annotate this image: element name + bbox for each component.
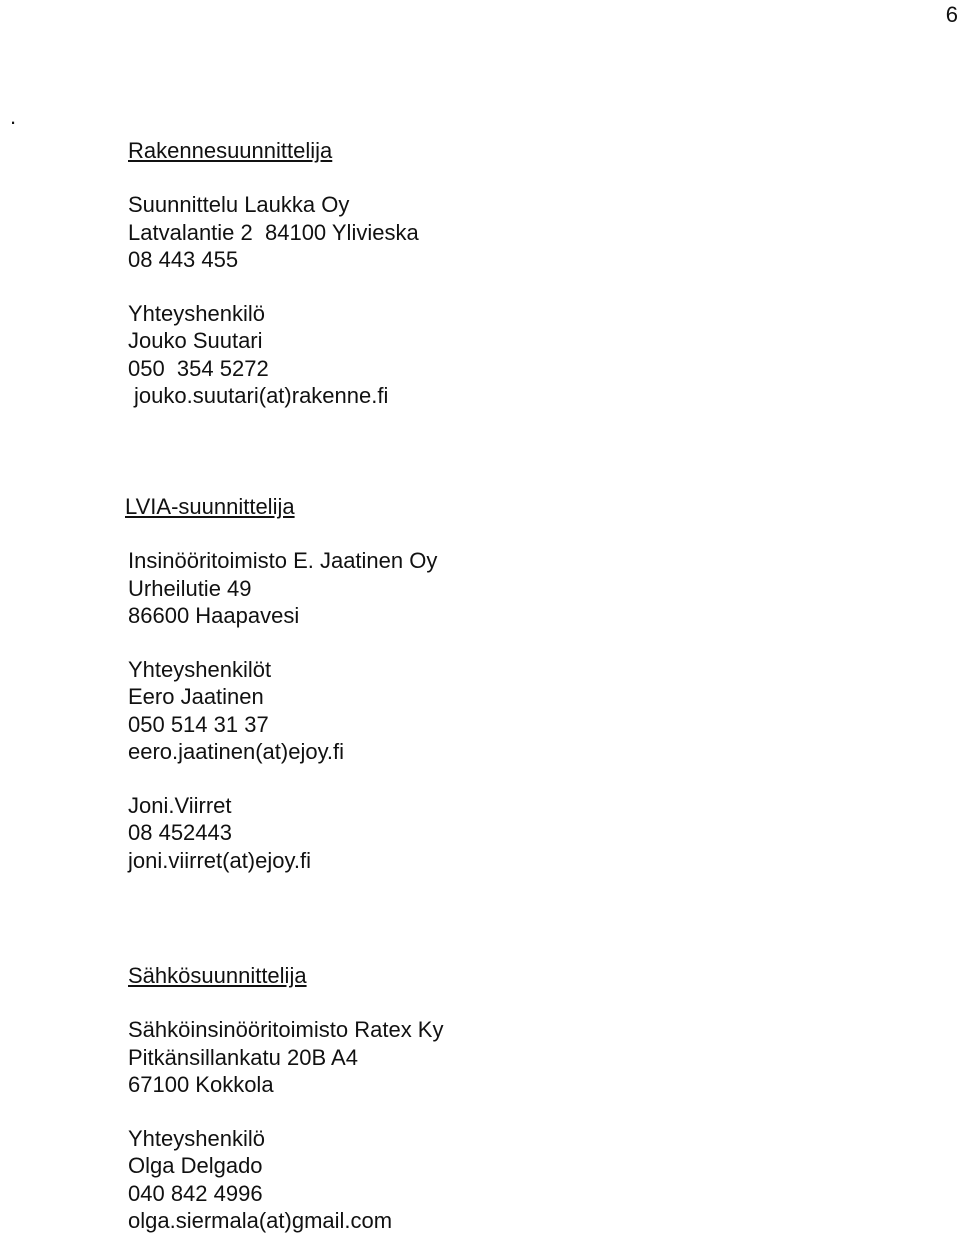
contact-email: joni.viirret(at)ejoy.fi <box>128 847 311 873</box>
contact-phone: 040 842 4996 <box>128 1180 263 1206</box>
contact-phone: 050 514 31 37 <box>128 711 269 737</box>
contact-label: Yhteyshenkilöt <box>128 657 272 683</box>
contact-email: jouko.suutari(at)rakenne.fi <box>134 382 389 408</box>
section-heading: Sähkösuunnittelija <box>128 963 307 988</box>
company-name: Suunnittelu Laukka Oy <box>128 192 350 218</box>
company-phone: 08 443 455 <box>128 246 239 272</box>
page-number: 6 <box>945 2 958 27</box>
company-name: Insinööritoimisto E. Jaatinen Oy <box>128 548 438 574</box>
company-address: Latvalantie 2 84100 Ylivieska <box>128 219 419 245</box>
contact-label: Yhteyshenkilö <box>128 1126 265 1152</box>
contact-phone: 050 354 5272 <box>128 355 269 381</box>
contact-name: Olga Delgado <box>128 1153 263 1179</box>
section-electrical-designer <box>128 962 443 1234</box>
company-name: Sähköinsinööritoimisto Ratex Ky <box>128 1017 444 1043</box>
section-structural-designer <box>128 137 419 409</box>
stray-mark: . <box>10 104 17 129</box>
company-street: Urheilutie 49 <box>128 575 252 601</box>
contact-name: Jouko Suutari <box>128 328 263 354</box>
company-city: 86600 Haapavesi <box>128 602 300 628</box>
contact-name: Eero Jaatinen <box>128 684 264 710</box>
section-heading: LVIA-suunnittelija <box>125 494 295 519</box>
company-city: 67100 Kokkola <box>128 1071 274 1097</box>
section-heading: Rakennesuunnittelija <box>128 138 333 163</box>
contact-phone: 08 452443 <box>128 820 232 846</box>
contact-email: olga.siermala(at)gmail.com <box>128 1207 393 1233</box>
contact-email: eero.jaatinen(at)ejoy.fi <box>128 738 345 764</box>
section-hvac-designer <box>125 493 438 874</box>
contact-label: Yhteyshenkilö <box>128 301 265 327</box>
contact-name: Joni.Viirret <box>128 793 232 819</box>
company-street: Pitkänsillankatu 20B A4 <box>128 1044 358 1070</box>
